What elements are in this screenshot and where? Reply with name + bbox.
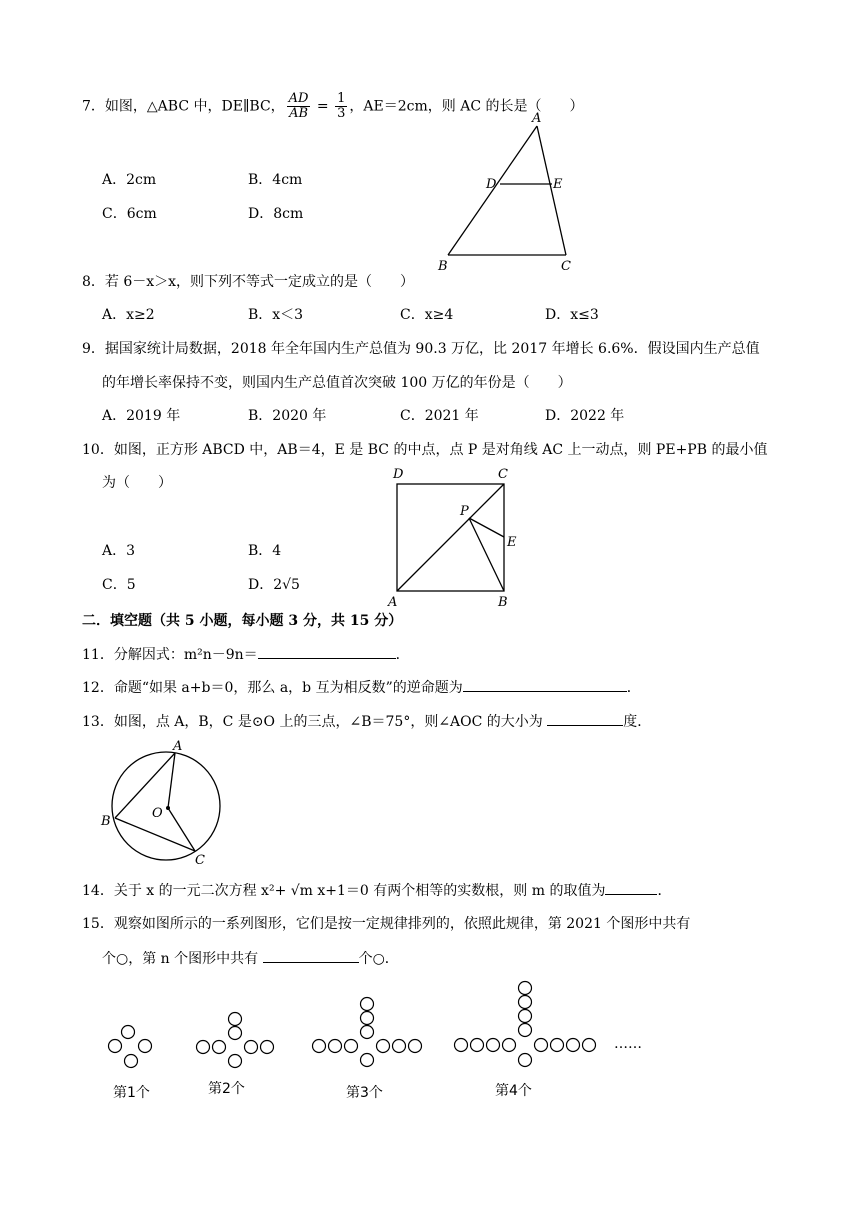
frac-denominator: 3 (337, 106, 346, 121)
circle (139, 1040, 152, 1053)
circle (567, 1039, 580, 1052)
pattern-3 (313, 998, 422, 1067)
caption-3: 第3个 (346, 1085, 383, 1101)
diagonal-ac (397, 484, 504, 591)
center-point (166, 806, 170, 810)
circle (361, 998, 374, 1011)
q15-answer-blank[interactable] (263, 948, 359, 963)
caption-4: 第4个 (495, 1083, 532, 1099)
q8-stem: 8．若 6－x＞x，则下列不等式一定成立的是（ ） (82, 274, 415, 290)
circle (583, 1039, 596, 1052)
q12-end: ． (626, 680, 641, 696)
pattern-2 (197, 1013, 274, 1068)
q7-fraction-ad-ab (287, 92, 311, 121)
circle (471, 1039, 484, 1052)
label-p: P (460, 504, 469, 519)
q14-answer-blank[interactable] (605, 880, 657, 895)
circle (519, 982, 532, 995)
circle (197, 1041, 210, 1054)
q15-stem-line1: 15．观察如图所示的一系列图形，它们是按一定规律排列的，依照此规律，第 2021 个图形中共有 (82, 916, 691, 932)
q7-fraction-1-3 (335, 92, 347, 121)
q12-stem: 12．命题“如果 a+b＝0，那么 a，b 互为相反数”的逆命题为 (82, 680, 463, 696)
q8-option-a[interactable]: A．x≥2 (102, 307, 155, 323)
circle (535, 1039, 548, 1052)
q15-stem-line2b: 个○． (358, 951, 399, 967)
caption-2: 第2个 (208, 1081, 245, 1097)
q7-option-d[interactable]: D．8cm (248, 206, 304, 222)
q11-answer-blank[interactable] (258, 644, 396, 659)
circle (393, 1040, 406, 1053)
label-e: E (553, 177, 563, 192)
label-d: D (486, 177, 497, 192)
frac-denominator: AB (289, 106, 309, 121)
ellipsis: …… (614, 1036, 642, 1052)
circle (122, 1026, 135, 1039)
q10-stem-line2: 为（ ） (102, 475, 172, 491)
label-d: D (393, 467, 404, 482)
label-a: A (388, 595, 398, 610)
label-b: B (101, 814, 111, 829)
q10-option-d[interactable]: D．2√5 (248, 577, 300, 593)
label-b: B (438, 259, 448, 274)
q10-square-figure (385, 460, 525, 610)
circle (361, 1012, 374, 1025)
q9-option-a[interactable]: A．2019 年 (102, 408, 181, 424)
circle (519, 1054, 532, 1067)
circle (519, 1024, 532, 1037)
circle-o (112, 752, 220, 860)
q7-triangle-figure (430, 112, 590, 277)
q15-line2 (102, 948, 399, 969)
label-a: A (532, 112, 542, 126)
q10-stem-line1: 10．如图，正方形 ABCD 中，AB＝4，E 是 BC 的中点，点 P 是对角线 AC 上一动点，则 PE+PB 的最小值 (82, 442, 768, 458)
q13-answer-blank[interactable] (547, 711, 623, 726)
q14-stem: 14．关于 x 的一元二次方程 x²+ √m x+1＝0 有两个相等的实数根，则 m 的取值为 (82, 883, 606, 899)
equals-sign: = (312, 98, 334, 115)
circle (261, 1041, 274, 1054)
circle (329, 1040, 342, 1053)
circle (229, 1013, 242, 1026)
q15-stem-line2a: 个○，第 n 个图形中共有 (102, 951, 263, 967)
circle (313, 1040, 326, 1053)
q11-stem: 11．分解因式：m²n－9n＝ (82, 647, 258, 663)
q10-option-c[interactable]: C．5 (102, 577, 136, 593)
q13-circle-figure (98, 738, 228, 868)
q12-line (82, 677, 641, 698)
circle (109, 1040, 122, 1053)
circle (345, 1040, 358, 1053)
label-e: E (507, 535, 517, 550)
section-heading-fill-in: 二．填空题（共 5 小题，每小题 3 分，共 15 分） (82, 613, 403, 629)
q9-option-b[interactable]: B．2020 年 (248, 408, 327, 424)
q11-line (82, 644, 410, 665)
label-a: A (173, 739, 183, 754)
circle (229, 1027, 242, 1040)
label-b: B (498, 595, 508, 610)
q9-stem-line1: 9．据国家统计局数据，2018 年全年国内生产总值为 90.3 万亿，比 2017 年增长 6.6%．假设国内生产总值 (82, 341, 760, 357)
q13-end: 度． (623, 714, 652, 730)
circle (245, 1041, 258, 1054)
q13-stem: 13．如图，点 A，B，C 是⊙O 上的三点，∠B＝75°，则∠AOC 的大小为 (82, 714, 548, 730)
q15-pattern-figure (95, 975, 655, 1105)
circle (455, 1039, 468, 1052)
label-c: C (498, 467, 508, 482)
circle (409, 1040, 422, 1053)
q12-answer-blank[interactable] (463, 677, 627, 692)
circle (229, 1055, 242, 1068)
pattern-4 (455, 982, 596, 1067)
q8-option-c[interactable]: C．x≥4 (400, 307, 454, 323)
label-c: C (195, 853, 205, 868)
q14-line (82, 880, 671, 901)
q7-text-b: ，AE＝2cm，则 AC 的长是（ ） (349, 98, 584, 115)
q9-stem-line2: 的年增长率保持不变，则国内生产总值首次突破 100 万亿的年份是（ ） (102, 375, 572, 391)
q9-option-c[interactable]: C．2021 年 (400, 408, 479, 424)
frac-numerator: AD (288, 91, 309, 106)
circle (487, 1039, 500, 1052)
q8-option-b[interactable]: B．x＜3 (248, 307, 304, 323)
q14-end: ． (657, 883, 672, 899)
q10-option-a[interactable]: A．3 (102, 543, 136, 559)
q7-option-c[interactable]: C．6cm (102, 206, 157, 222)
caption-1: 第1个 (113, 1085, 150, 1101)
q9-option-d[interactable]: D．2022 年 (545, 408, 625, 424)
chord-ab (115, 753, 175, 818)
q10-option-b[interactable]: B．4 (248, 543, 282, 559)
circle (377, 1040, 390, 1053)
label-o: O (152, 806, 163, 821)
circle (213, 1041, 226, 1054)
q13-line (82, 711, 651, 732)
label-c: C (561, 259, 571, 274)
q7-option-a[interactable]: A．2cm (102, 172, 157, 188)
q11-end: ． (395, 647, 410, 663)
frac-numerator: 1 (337, 91, 346, 106)
q7-text-a: 7．如图，△ABC 中，DE∥BC， (82, 98, 285, 115)
radius-oa (168, 753, 175, 808)
q7-option-b[interactable]: B．4cm (248, 172, 303, 188)
pattern-1 (109, 1026, 152, 1068)
circle (361, 1054, 374, 1067)
circle (519, 1010, 532, 1023)
circle (125, 1055, 138, 1068)
circle (361, 1026, 374, 1039)
radius-oc (168, 808, 195, 851)
chord-bc (115, 818, 195, 851)
q8-option-d[interactable]: D．x≤3 (545, 307, 599, 323)
circle (519, 996, 532, 1009)
segment-pb (469, 518, 504, 591)
circle (503, 1039, 516, 1052)
circle (551, 1039, 564, 1052)
